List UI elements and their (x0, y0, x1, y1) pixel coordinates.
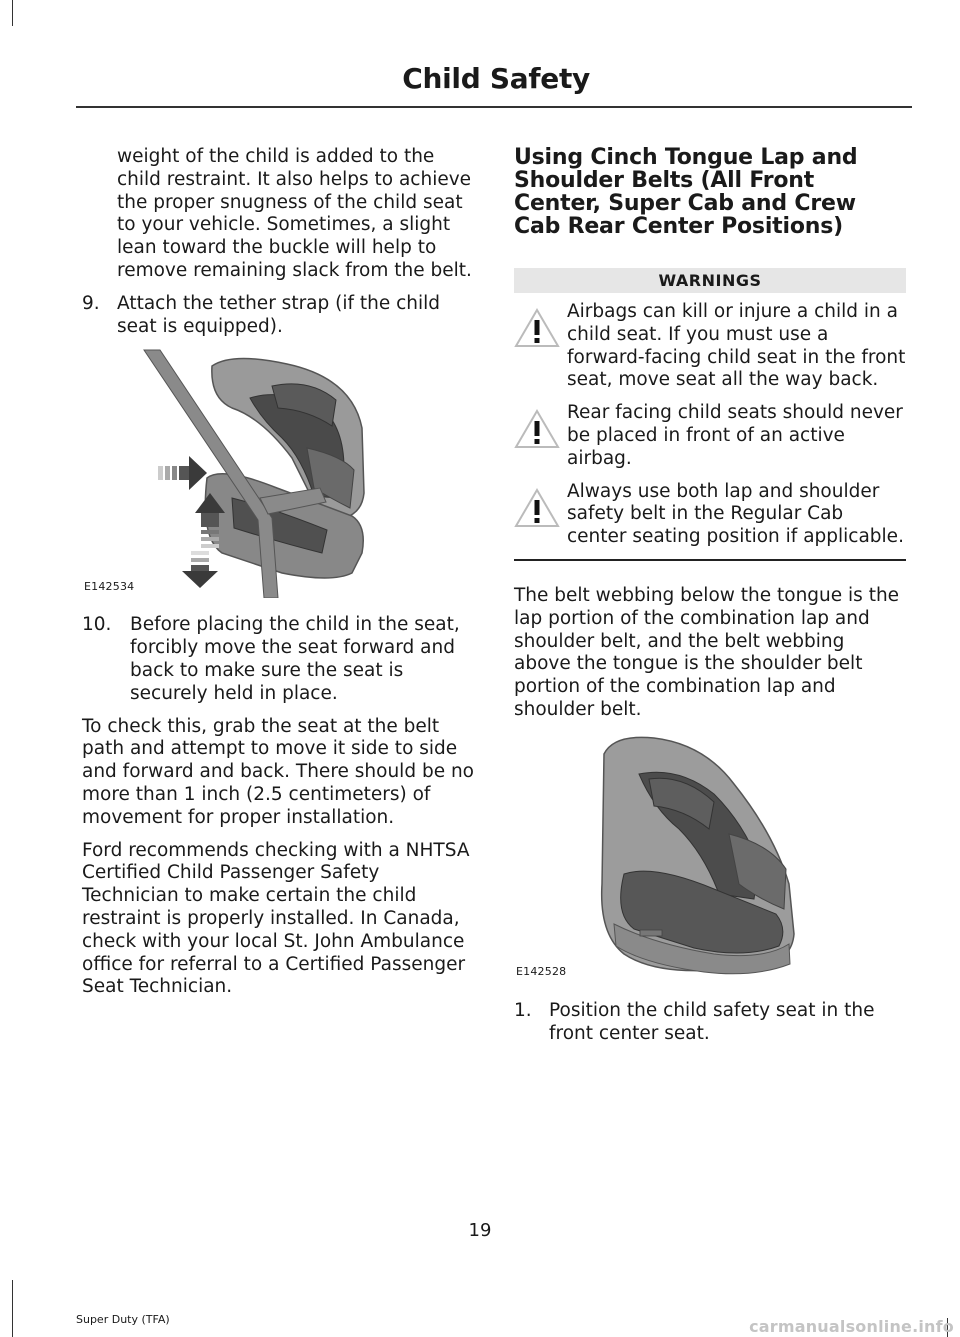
warning-item (514, 481, 906, 549)
tether-strap-figure (82, 348, 476, 598)
footer-model: Super Duty (TFA) (76, 1313, 170, 1326)
child-seat-figure (514, 734, 906, 984)
paragraph-continued: weight of the child is added to the child restraint. It also helps to achieve the proper snugness of the child seat to your vehicle. Sometimes, a slight lean toward the buckle will help to remove remaining slack from the belt. (117, 146, 472, 281)
step-1 (514, 1000, 906, 1046)
crop-mark (12, 0, 13, 26)
child-seat-illustration (514, 734, 906, 984)
warning-text: Rear facing child seats should never be placed in front of an active airbag. (567, 402, 903, 469)
step-number: 1. (514, 999, 532, 1021)
step-9 (82, 293, 476, 339)
warning-triangle-icon (514, 487, 560, 529)
step-text: Before placing the child in the seat, forcibly move the seat forward and back to make sure the seat is securely held in place. (130, 614, 460, 704)
warning-triangle-icon (514, 307, 560, 349)
watermark[interactable]: carmanualsonline.info (749, 1317, 954, 1336)
warnings-divider (514, 559, 906, 561)
figure-code: E142528 (516, 964, 567, 978)
page-number: 19 (468, 1220, 492, 1241)
step-text: Attach the tether strap (if the child seat is equipped). (117, 292, 441, 337)
warning-triangle-icon (514, 408, 560, 450)
right-column (514, 146, 906, 1055)
left-column (82, 146, 476, 1009)
paragraph-webbing: The belt webbing below the tongue is the lap portion of the combination lap and shoulder belt, and the belt webbing above the tongue is the shoulder belt portion of the combination lap and shoulder belt. (514, 584, 900, 720)
warning-text: Always use both lap and shoulder safety belt in the Regular Cab center seating position if applicable. (567, 480, 904, 548)
step-number: 10. (82, 614, 112, 636)
paragraph-check: To check this, grab the seat at the belt path and attempt to move it side to side and forward and back. There should be no more than 1 inch (2.5 centimeters) of movement for proper installation. (82, 715, 474, 828)
step-10 (82, 614, 476, 705)
paragraph-ford: Ford recommends checking with a NHTSA Certified Child Passenger Safety Technician to make certain the child restraint is properly installed. In Canada, check with your local St. John Ambulance office for referral to a Certified Passenger Seat Technician. (82, 839, 470, 998)
warning-text: Airbags can kill or injure a child in a child seat. If you must use a forward-facing child seat in the front seat, move seat all the way back. (567, 301, 906, 391)
crop-mark (12, 1280, 13, 1337)
header-divider (76, 106, 912, 108)
warning-item (514, 301, 906, 392)
warnings-header: WARNINGS (514, 268, 906, 293)
figure-code: E142534 (84, 579, 135, 593)
step-number: 9. (82, 292, 100, 314)
child-seat-tether-illustration (82, 348, 476, 598)
step-text: Position the child safety seat in the front center seat. (549, 999, 875, 1044)
section-heading: Using Cinch Tongue Lap and Shoulder Belts (All Front Center, Super Cab and Crew Cab Rear Center Positions) (514, 145, 858, 239)
warning-item (514, 402, 906, 470)
page-title: Child Safety (402, 62, 590, 95)
